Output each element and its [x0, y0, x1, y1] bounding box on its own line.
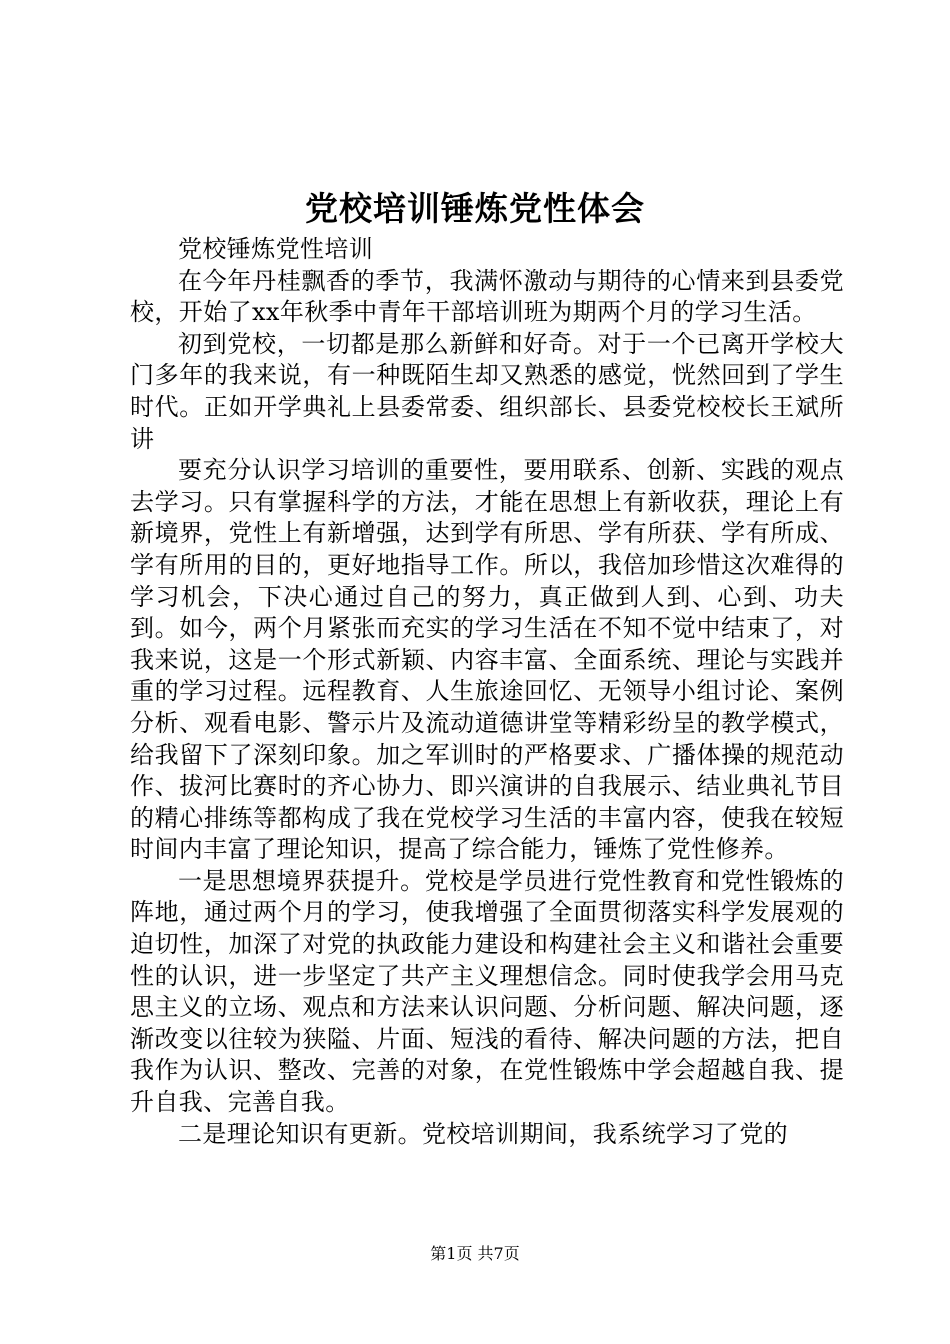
document-subtitle: 党校锤炼党性培训 [178, 235, 374, 263]
paragraph-4: 一是思想境界获提升。党校是学员进行党性教育和党性锻炼的阵地，通过两个月的学习，使我增强了全面贯彻落实科学发展观的迫切性，加深了对党的执政能力建设和构建社会主义和谐社会重要性的认识，进一步坚定了共产主义理想信念。同时使我学会用马克思主义的立场、观点和方法来认识问题、分析问题、解决问题，逐渐改变以往较为狭隘、片面、短浅的看待、解决问题的方法，把自我作为认识、整改、完善的对象，在党性锻炼中学会超越自我、提升自我、完善自我。 [130, 866, 844, 1117]
document-title: 党校培训锤炼党性体会 [305, 189, 645, 228]
document-body [130, 234, 844, 1150]
paragraph-2: 初到党校，一切都是那么新鲜和好奇。对于一个已离开学校大门多年的我来说，有一种既陌生却又熟悉的感觉，恍然回到了学生时代。正如开学典礼上县委常委、组织部长、县委党校校长王斌所讲 [130, 329, 844, 453]
paragraph-5: 二是理论知识有更新。党校培训期间，我系统学习了党的 [178, 1119, 788, 1148]
paragraph-3: 要充分认识学习培训的重要性，要用联系、创新、实践的观点去学习。只有掌握科学的方法，才能在思想上有新收获，理论上有新境界，党性上有新增强，达到学有所思、学有所获、学有所成、学有所用的目的，更好地指导工作。所以，我倍加珍惜这次难得的学习机会，下决心通过自己的努力，真正做到人到、心到、功夫到。如今，两个月紧张而充实的学习生活在不知不觉中结束了，对我来说，这是一个形式新颖、内容丰富、全面系统、理论与实践并重的学习过程。远程教育、人生旅途回忆、无领导小组讨论、案例分析、观看电影、警示片及流动道德讲堂等精彩纷呈的教学模式，给我留下了深刻印象。加之军训时的严格要求、广播体操的规范动作、拔河比赛时的齐心协力、即兴演讲的自我展示、结业典礼节目的精心排练等都构成了我在党校学习生活的丰富内容，使我在较短时间内丰富了理论知识，提高了综合能力，锤炼了党性修养。 [130, 456, 844, 864]
paragraph-1: 在今年丹桂飘香的季节，我满怀激动与期待的心情来到县委党校，开始了xx年秋季中青年干部培训班为期两个月的学习生活。 [130, 266, 844, 327]
page-number-footer: 第1页 共7页 [430, 1244, 520, 1263]
